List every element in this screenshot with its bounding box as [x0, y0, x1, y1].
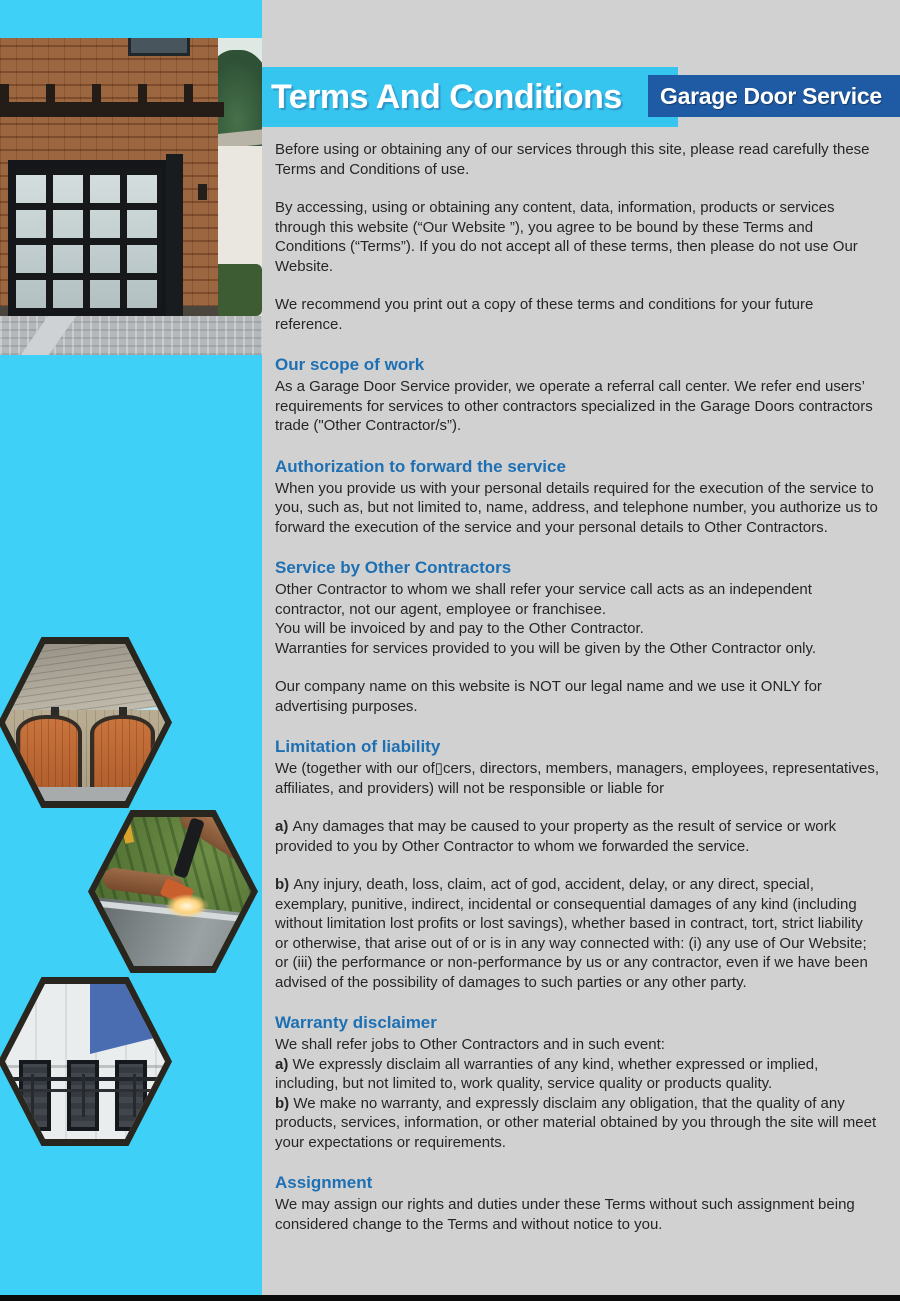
hex2-tool-handle [173, 818, 205, 879]
hex3-railing [5, 1077, 165, 1081]
list-label: a) [275, 818, 293, 835]
paragraph: b) Any injury, death, loss, claim, act of god, accident, delay, or any direct, special, exemplary, punitive, indirect, incidental or consequential damages of any kind (including without limitation lost profits or lost savings), whether based in contract, tort, strict liability or otherwise, that arise out of or is in any way connected with: (i) any use of Our Website; or (iii) the performance or non-performance by us or any contractor, even if we have been advised of the possibility of damages to such parties or any other party. [275, 876, 868, 991]
hex1-garage-door [16, 715, 82, 787]
paragraph: a) We expressly disclaim all warranties of any kind, whether expressed or implied, including, but not limited to, work quality, service quality or products quality. [275, 1055, 819, 1092]
paragraph: When you provide us with your personal details required for the execution of the service to you, such as, but not limited to, name, address, and telephone number, you authorize us to forward the execution of the service and your personal details to Other Contractors. [275, 479, 878, 536]
header [262, 0, 900, 127]
terms-text [262, 140, 900, 1234]
page-title: Terms And Conditions [271, 78, 622, 116]
paragraph: Warranties for services provided to you will be given by the Other Contractor only. [275, 639, 817, 657]
photo-pergola-rafters [0, 84, 224, 102]
hex3-dock-door [115, 1060, 147, 1131]
paragraph: Before using or obtaining any of our services through this site, please read carefully these Terms and Conditions of use. [275, 141, 870, 178]
paragraph: As a Garage Door Service provider, we operate a referral call center. We refer end users’ requirements for services to other contractors specialized in the Garage Doors contractors trade ("Other Contractor/s”). [275, 378, 873, 434]
paragraph: b) We make no warranty, and expressly disclaim any obligation, that the quality of any products, services, information, or other material obtained by you through the site will meet your expectations or requirements. [275, 1094, 877, 1151]
paragraph: We (together with our of▯cers, directors, members, managers, employees, representatives, affiliates, and providers) will not be responsible or liable for [275, 760, 880, 797]
hex3-post [82, 1074, 85, 1117]
page-title-banner [262, 67, 678, 127]
paragraph: By accessing, using or obtaining any content, data, information, products or services through this website (“Our Website ”), you agree to be bound by these Terms and Conditions (“Terms”). If you do not accept all of these terms, then please do not use Our Website. [275, 199, 858, 275]
footer-bar [0, 1295, 900, 1301]
paragraph: Our company name on this website is NOT our legal name and we use it ONLY for advertising purposes. [275, 678, 822, 715]
hexagon-photo-carriage-doors [0, 637, 172, 808]
hexagon-photo-loading-docks [0, 977, 172, 1146]
hexagon-photo-repair [88, 810, 258, 973]
photo-pergola-beam [0, 102, 224, 117]
garage-door-house-photo [0, 38, 262, 355]
photo-glass-garage-door [8, 160, 170, 316]
list-label: a) [275, 1055, 293, 1073]
sidebar [0, 0, 262, 1301]
paragraph: We shall refer jobs to Other Contractors and in such event: [275, 1036, 665, 1053]
list-label: b) [275, 876, 294, 893]
hex3-post [133, 1074, 136, 1117]
paragraph: Other Contractor to whom we shall refer your service call acts as an independent contractor, not our agent, employee or franchisee. [275, 581, 812, 618]
main-content [262, 0, 900, 1301]
section-heading: Authorization to forward the service [275, 456, 566, 476]
hex3-post [31, 1074, 34, 1117]
hex3-dock-door [19, 1060, 51, 1131]
section-heading: Service by Other Contractors [275, 558, 512, 577]
section-heading: Our scope of work [275, 355, 425, 374]
paragraph: a) Any damages that may be caused to your property as the result of service or work provided to you by Other Contractor to whom we forwarded the service. [275, 818, 837, 855]
brand-name: Garage Door Service [660, 83, 882, 109]
hex1-ground [5, 787, 165, 801]
hex3-blue-wall [90, 984, 165, 1054]
list-label: b) [275, 1094, 294, 1112]
paragraph: We may assign our rights and duties under these Terms without such assignment being considered change to the Terms and without notice to you. [275, 1196, 855, 1233]
photo-window [128, 38, 190, 56]
hex3-railing [5, 1089, 165, 1092]
paragraph: You will be invoiced by and pay to the Other Contractor. [275, 620, 644, 637]
hex1-garage-door [90, 715, 156, 787]
section-heading: Assignment [275, 1173, 373, 1192]
photo-wall-lamp [198, 184, 207, 200]
hex2-sparks [165, 894, 209, 918]
section-heading: Warranty disclaimer [275, 1013, 437, 1032]
brand-banner [648, 75, 900, 117]
hex2-clamp [121, 821, 135, 845]
photo-door-jamb [166, 154, 183, 322]
paragraph: We recommend you print out a copy of these terms and conditions for your future reference. [275, 296, 814, 333]
section-heading: Limitation of liability [275, 737, 441, 756]
